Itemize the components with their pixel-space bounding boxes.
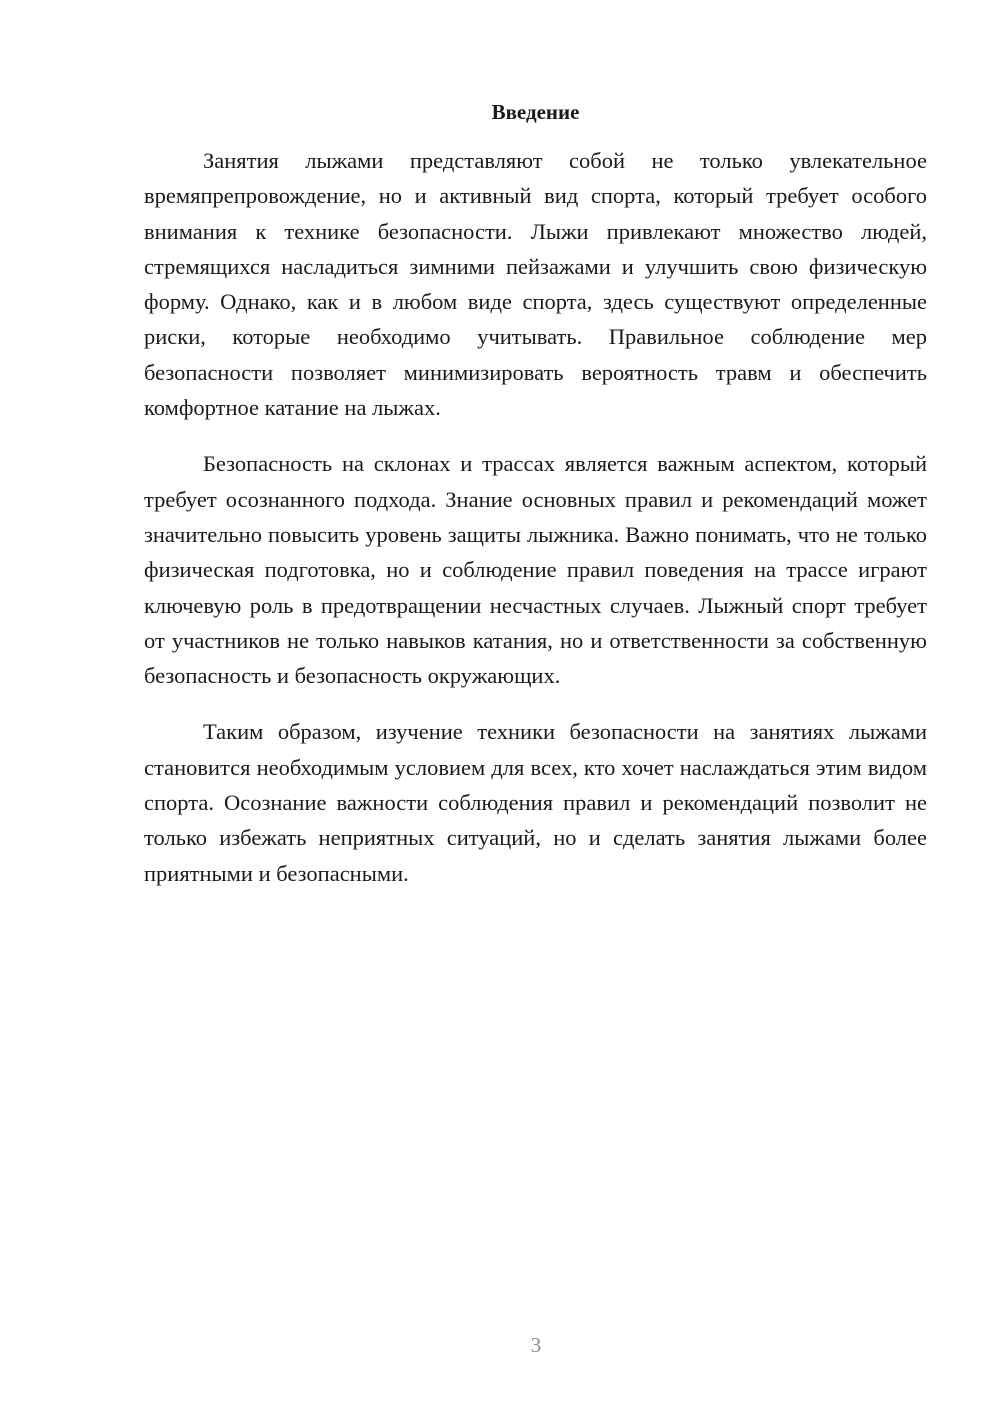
page-number: 3 (530, 1333, 542, 1357)
paragraph-2: Безопасность на склонах и трассах является важным аспектом, который требует осознанного подхода. Знание основных правил и рекомендаций может значительно повысить уровень защиты лыжника. Важно понимать, что не только физическая подготовка, но и соблюдение правил поведения на трассе играют ключевую роль в предотвращении несчастных случаев. Лыжный спорт требует от участников не только навыков катания, но и ответственности за собственную безопасность и безопасность окружающих. (144, 451, 927, 689)
body-text (144, 143, 927, 912)
paragraph-1: Занятия лыжами представляют собой не только увлекательное времяпрепровождение, но и активный вид спорта, который требует особого внимания к технике безопасности. Лыжи привлекают множество людей, стремящихся насладиться зимними пейзажами и улучшить свою физическую форму. Однако, как и в любом виде спорта, здесь существуют определенные риски, которые необходимо учитывать. Правильное соблюдение мер безопасности позволяет минимизировать вероятность травм и обеспечить комфортное катание на лыжах. (144, 148, 927, 421)
section-heading: Введение (491, 100, 580, 124)
paragraph-3: Таким образом, изучение техники безопасности на занятиях лыжами становится необходимым условием для всех, кто хочет наслаждаться этим видом спорта. Осознание важности соблюдения правил и рекомендаций позволит не только избежать неприятных ситуаций, но и сделать занятия лыжами более приятными и безопасными. (144, 719, 927, 886)
